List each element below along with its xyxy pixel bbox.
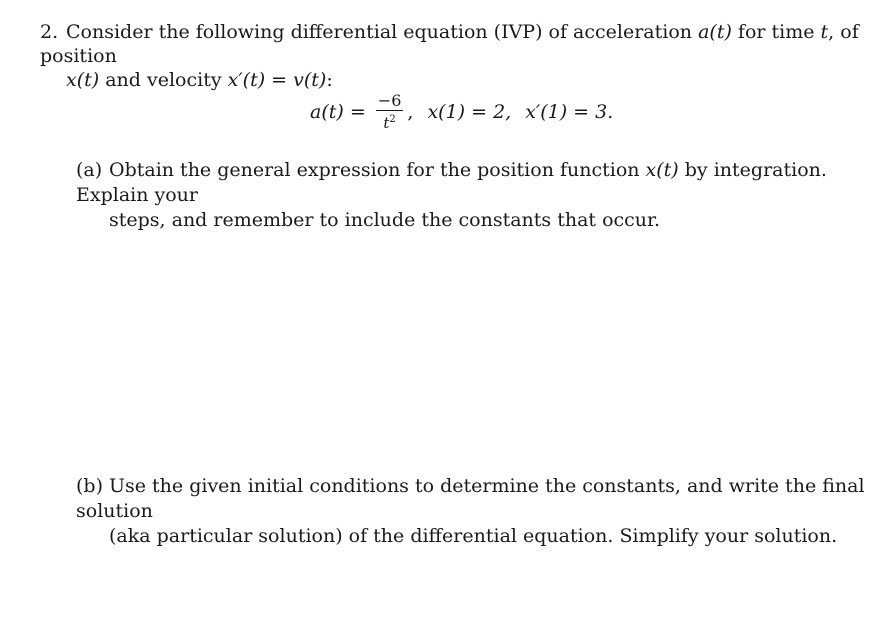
part-b [76, 474, 866, 549]
intro-text-2: for time [731, 21, 821, 43]
problem-line-2 [40, 68, 860, 92]
equation-separator: , [407, 101, 414, 123]
problem-line-1 [40, 20, 860, 68]
intro-text-4: and velocity [99, 69, 228, 91]
part-a-line-1 [76, 158, 866, 208]
time-symbol: t [820, 21, 829, 43]
intro-text-5: : [326, 69, 333, 91]
part-a-line-2: steps, and remember to include the constants that occur. [109, 209, 661, 231]
part-b-line-1 [76, 474, 866, 524]
part-a [76, 158, 866, 233]
part-a-label: (a) [76, 159, 103, 181]
denominator-exponent: 2 [389, 114, 396, 125]
part-a-text-1: Obtain the general expression for the position function [109, 159, 646, 181]
part-a-position-symbol: x(t) [645, 159, 679, 181]
acceleration-symbol: a(t) [698, 21, 732, 43]
intro-text-1: Consider the following differential equation (IVP) of acceleration [66, 21, 699, 43]
part-b-line-2: (aka particular solution) of the differential equation. Simplify your solution. [109, 525, 838, 547]
display-equation [310, 92, 613, 132]
velocity-equation: x′(t) = v(t) [227, 69, 327, 91]
part-a-text-2: by integration. Explain your [76, 159, 827, 206]
equation-lhs: a(t) [310, 101, 344, 123]
fraction-denominator [383, 111, 395, 132]
problem-number: 2. [40, 21, 59, 43]
initial-condition-position: x(1) = 2, [427, 101, 512, 123]
position-symbol: x(t) [66, 69, 100, 91]
fraction-numerator: −6 [377, 91, 402, 110]
denominator-base: t [383, 114, 390, 132]
part-b-text-1: Use the given initial conditions to determine the constants, and write the final solution [76, 475, 865, 522]
initial-condition-velocity: x′(1) = 3. [525, 101, 614, 123]
problem-statement [40, 20, 860, 92]
equation-equals: = [343, 101, 372, 123]
intro-text-3: , of position [40, 21, 859, 67]
fraction [376, 92, 404, 132]
part-b-label: (b) [76, 475, 103, 497]
